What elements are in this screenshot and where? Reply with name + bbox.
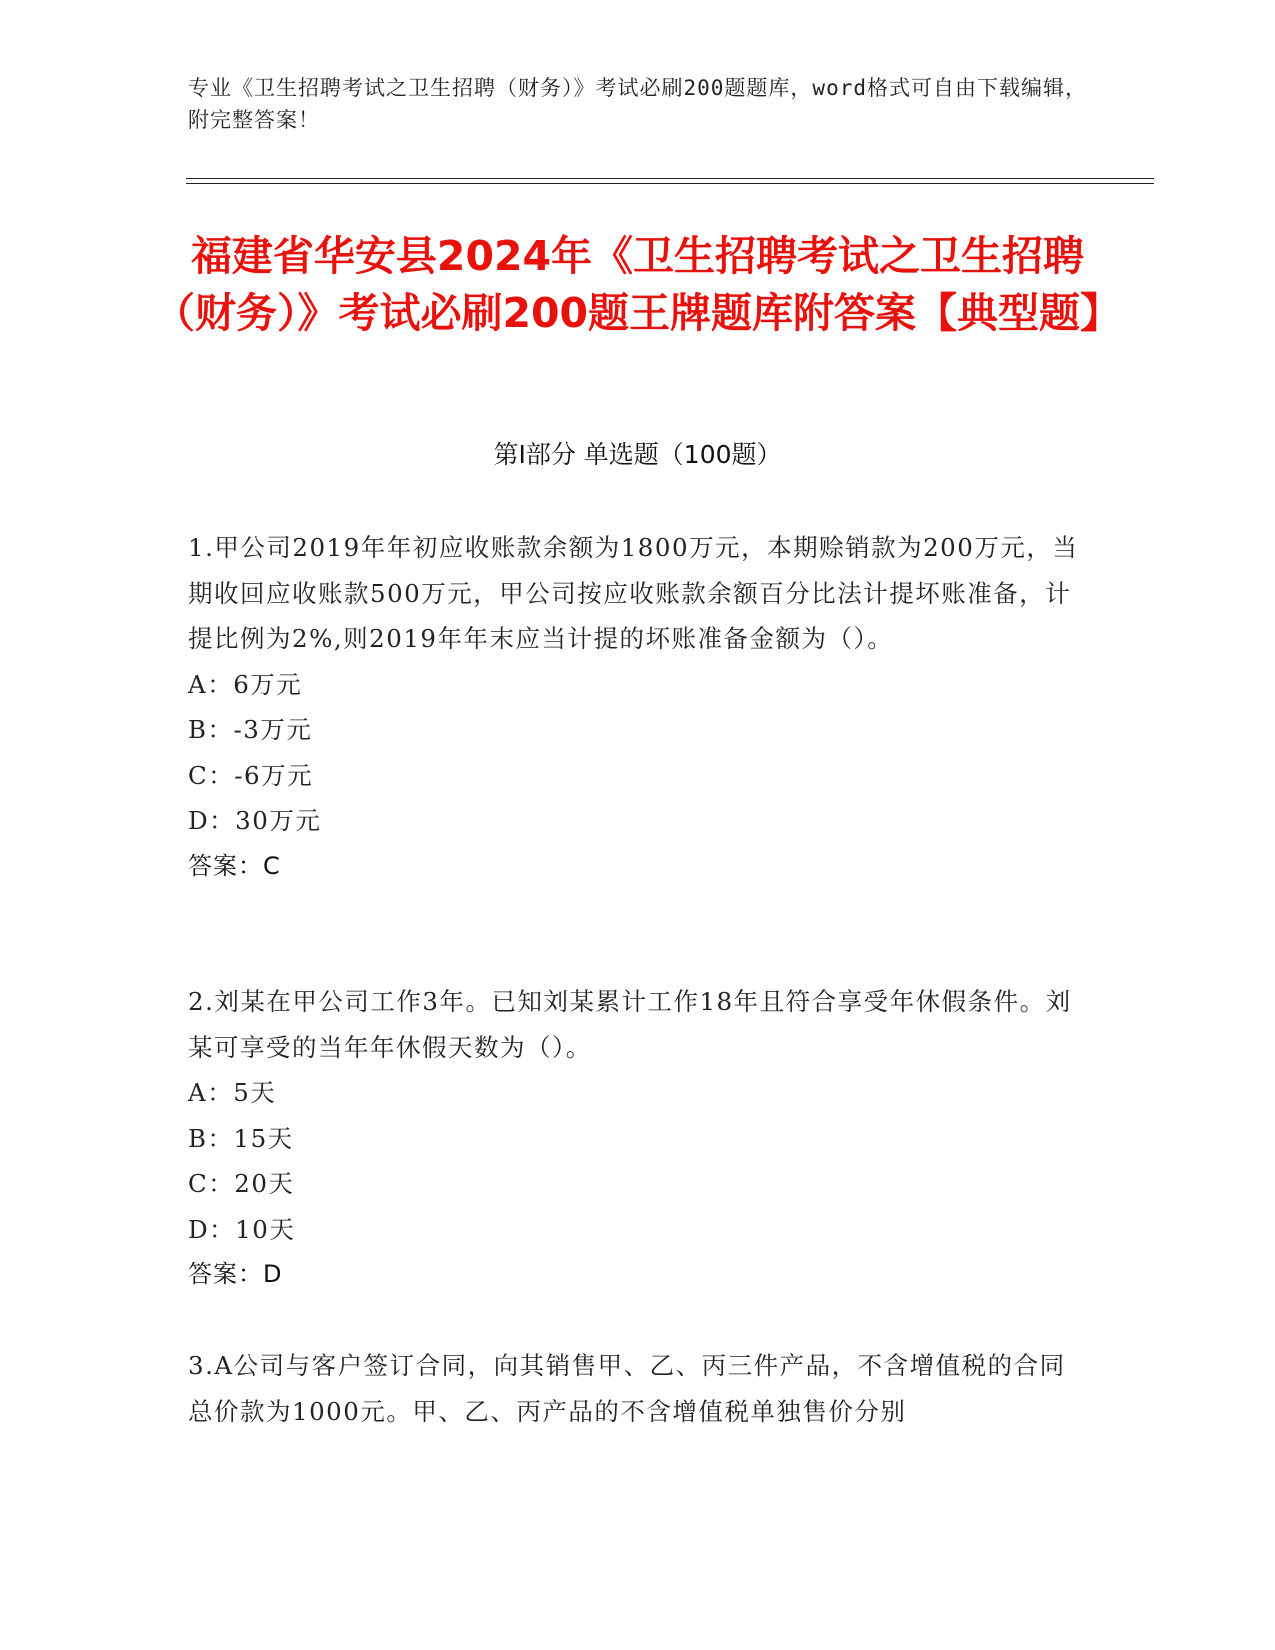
option-a: A：5天 [188, 1078, 277, 1107]
header-rule-top [186, 178, 1154, 179]
section-title: 第I部分 单选题（100题） [493, 440, 782, 469]
question-2 [188, 979, 1088, 1298]
question-1 [188, 525, 1088, 889]
option-b: B：-3万元 [188, 715, 313, 744]
option-a: A：6万元 [188, 669, 303, 699]
document-title: 福建省华安县2024年《卫生招聘考试之卫生招聘（财务）》考试必刷200题王牌题库附答案【典型题】 [153, 232, 1122, 337]
question-stem: 2.刘某在甲公司工作3年。已知刘某累计工作18年且符合享受年休假条件。刘某可享受的当年年休假天数为（）。 [188, 987, 1072, 1062]
option-c: C：-6万元 [188, 760, 314, 790]
question-stem: 3.A公司与客户签订合同，向其销售甲、乙、丙三件产品，不含增值税的合同总价款为1000元。甲、乙、丙产品的不含增值税单独售价分别 [188, 1351, 1066, 1426]
option-d: D：10天 [188, 1214, 296, 1244]
header-note: 专业《卫生招聘考试之卫生招聘（财务）》考试必刷200题题库，word格式可自由下载编辑，附完整答案！ [188, 76, 1087, 132]
answer: 答案：D [188, 1260, 283, 1288]
question-3 [188, 1343, 1088, 1434]
header-rule-bottom [186, 183, 1154, 184]
option-d: D：30万元 [188, 806, 322, 835]
option-c: C：20天 [188, 1169, 295, 1198]
option-b: B：15天 [188, 1123, 294, 1153]
question-stem: 1.甲公司2019年年初应收账款余额为1800万元，本期赊销款为200万元，当期收回应收账款500万元，甲公司按应收账款余额百分比法计提坏账准备，计提比例为2%,则2019年年末应当计提的坏账准备金额为（）。 [188, 533, 1079, 653]
answer: 答案：C [188, 851, 281, 880]
